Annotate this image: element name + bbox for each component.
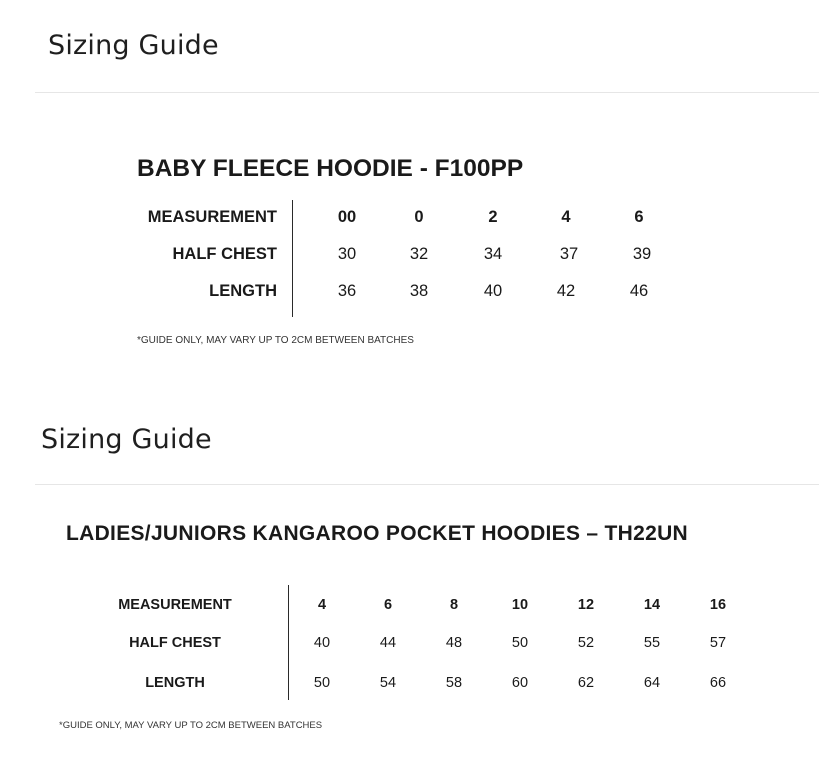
size-header: 12 bbox=[577, 597, 595, 613]
table-header-row bbox=[105, 597, 745, 617]
table-cell: 36 bbox=[337, 282, 357, 300]
table-cell: 57 bbox=[709, 635, 727, 651]
table-cell: 66 bbox=[709, 675, 727, 691]
table-cell: 54 bbox=[379, 675, 397, 691]
size-header: 0 bbox=[414, 208, 424, 226]
size-header: 2 bbox=[488, 208, 498, 226]
row-label: HALF CHEST bbox=[129, 635, 221, 651]
table-cell: 30 bbox=[337, 245, 357, 263]
table-cell: 50 bbox=[313, 675, 331, 691]
table-cell: 46 bbox=[629, 282, 649, 300]
table-cell: 62 bbox=[577, 675, 595, 691]
table-cell: 42 bbox=[556, 282, 576, 300]
table-row bbox=[105, 635, 745, 655]
size-chart-table bbox=[105, 597, 745, 702]
table-cell: 58 bbox=[445, 675, 463, 691]
table-cell: 64 bbox=[643, 675, 661, 691]
row-label: LENGTH bbox=[145, 675, 205, 691]
product-title: LADIES/JUNIORS KANGAROO POCKET HOODIES – TH22UN bbox=[66, 522, 689, 545]
size-header: 6 bbox=[634, 208, 644, 226]
measurement-label: MEASUREMENT bbox=[147, 208, 277, 226]
table-divider-line bbox=[292, 200, 293, 317]
table-cell: 39 bbox=[632, 245, 652, 263]
table-row bbox=[137, 282, 677, 302]
divider bbox=[35, 484, 819, 485]
table-cell: 37 bbox=[559, 245, 579, 263]
table-divider-line bbox=[288, 585, 289, 700]
table-cell: 40 bbox=[313, 635, 331, 651]
table-header-row bbox=[137, 208, 677, 228]
table-cell: 60 bbox=[511, 675, 529, 691]
size-header: 4 bbox=[317, 597, 327, 613]
size-header: 14 bbox=[643, 597, 661, 613]
table-cell: 32 bbox=[409, 245, 429, 263]
size-header: 10 bbox=[511, 597, 529, 613]
table-cell: 55 bbox=[643, 635, 661, 651]
sizing-note: *GUIDE ONLY, MAY VARY UP TO 2CM BETWEEN BATCHES bbox=[59, 720, 323, 731]
table-cell: 52 bbox=[577, 635, 595, 651]
measurement-label: MEASUREMENT bbox=[118, 597, 232, 613]
product-title: BABY FLEECE HOODIE - F100PP bbox=[137, 155, 524, 182]
size-chart-table bbox=[137, 208, 677, 318]
size-header: 4 bbox=[561, 208, 571, 226]
sizing-note: *GUIDE ONLY, MAY VARY UP TO 2CM BETWEEN BATCHES bbox=[137, 335, 414, 346]
divider bbox=[35, 92, 819, 93]
table-row bbox=[105, 675, 745, 695]
size-header: 16 bbox=[709, 597, 727, 613]
size-header: 6 bbox=[383, 597, 393, 613]
table-cell: 50 bbox=[511, 635, 529, 651]
size-header: 00 bbox=[337, 208, 357, 226]
table-row bbox=[137, 245, 677, 265]
section-heading: Sizing Guide bbox=[41, 424, 212, 455]
table-cell: 34 bbox=[483, 245, 503, 263]
table-cell: 38 bbox=[409, 282, 429, 300]
row-label: HALF CHEST bbox=[172, 245, 277, 263]
table-cell: 40 bbox=[483, 282, 503, 300]
table-cell: 48 bbox=[445, 635, 463, 651]
size-header: 8 bbox=[449, 597, 459, 613]
row-label: LENGTH bbox=[209, 282, 277, 300]
section-heading: Sizing Guide bbox=[48, 30, 219, 61]
table-cell: 44 bbox=[379, 635, 397, 651]
